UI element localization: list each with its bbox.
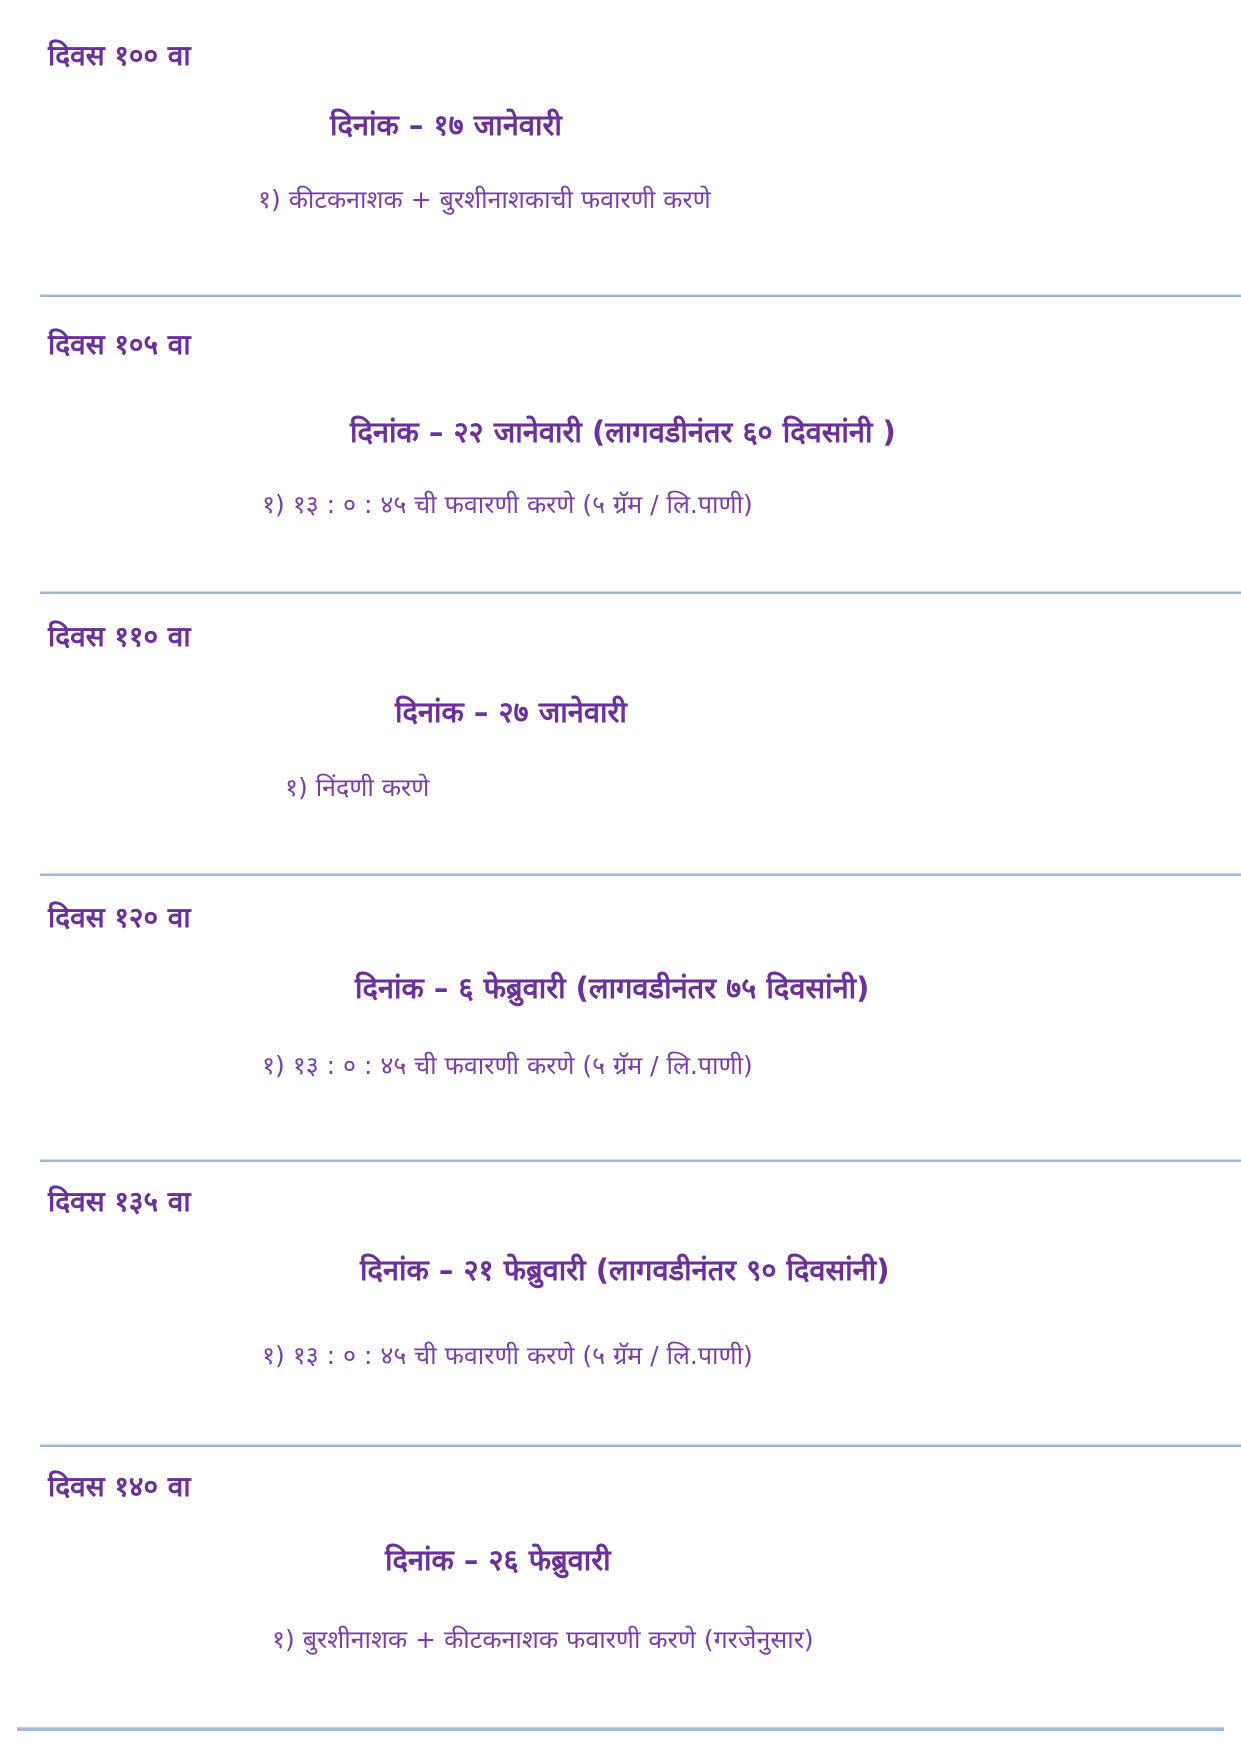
day-label-105: दिवस १०५ वा xyxy=(48,328,191,361)
section-divider xyxy=(40,294,1241,297)
date-heading-105: दिनांक – २२ जानेवारी (लागवडीनंतर ६० दिवसांनी ) xyxy=(350,415,896,449)
task-item-105: १) १३ : ० : ४५ ची फवारणी करणे (५ ग्रॅम / लि.पाणी) xyxy=(262,490,753,519)
section-divider xyxy=(40,591,1241,594)
task-item-135: १) १३ : ० : ४५ ची फवारणी करणे (५ ग्रॅम / लि.पाणी) xyxy=(262,1341,753,1370)
day-label-120: दिवस १२० वा xyxy=(48,901,191,934)
date-heading-135: दिनांक – २१ फेब्रुवारी (लागवडीनंतर ९० दिवसांनी) xyxy=(360,1253,890,1287)
task-item-120: १) १३ : ० : ४५ ची फवारणी करणे (५ ग्रॅम / लि.पाणी) xyxy=(262,1051,753,1080)
day-label-100: दिवस १०० वा xyxy=(48,39,191,72)
day-label-140: दिवस १४० वा xyxy=(48,1470,191,1503)
page-bottom-divider xyxy=(17,1727,1224,1731)
task-item-100: १) कीटकनाशक + बुरशीनाशकाची फवारणी करणे xyxy=(258,185,711,214)
task-item-110: १) निंदणी करणे xyxy=(285,773,430,802)
day-label-110: दिवस ११० वा xyxy=(48,620,191,653)
date-heading-110: दिनांक – २७ जानेवारी xyxy=(395,695,627,729)
section-divider xyxy=(40,1444,1241,1447)
day-label-135: दिवस १३५ वा xyxy=(48,1185,191,1218)
date-heading-140: दिनांक – २६ फेब्रुवारी xyxy=(385,1543,611,1577)
task-item-140: १) बुरशीनाशक + कीटकनाशक फवारणी करणे (गरजेनुसार) xyxy=(272,1625,814,1654)
date-heading-100: दिनांक – १७ जानेवारी xyxy=(330,108,562,142)
date-heading-120: दिनांक – ६ फेब्रुवारी (लागवडीनंतर ७५ दिवसांनी) xyxy=(355,971,870,1005)
section-divider xyxy=(40,1159,1241,1162)
section-divider xyxy=(40,873,1241,876)
